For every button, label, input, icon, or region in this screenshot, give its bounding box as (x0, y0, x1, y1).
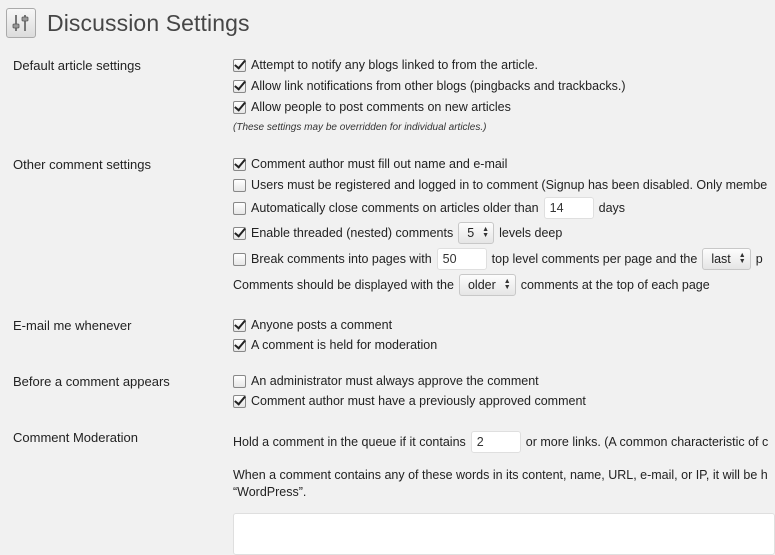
allow-pingbacks-option[interactable] (233, 79, 625, 93)
email-any-comment-option[interactable] (233, 318, 392, 332)
comment-order-value: older (467, 278, 496, 292)
thread-depth-value: 5 (467, 226, 475, 240)
paginate-comments-option[interactable] (233, 248, 763, 270)
auto-close-days-input[interactable] (544, 197, 594, 219)
select-arrows-icon: ▲ ▼ (503, 278, 511, 291)
default-page-select[interactable] (702, 248, 750, 270)
select-arrows-icon: ▲ ▼ (738, 252, 746, 265)
notify-blogs-label: Attempt to notify any blogs linked to from the article. (251, 58, 538, 72)
auto-close-days-suffix: days (598, 201, 626, 215)
registered-only-checkbox[interactable] (233, 179, 246, 192)
previously-approved-label: Comment author must have a previously approved comment (251, 394, 586, 408)
threaded-comments-suffix: levels deep (499, 226, 563, 240)
notify-blogs-option[interactable] (233, 58, 538, 72)
auto-close-checkbox[interactable] (233, 202, 246, 215)
admin-approve-label: An administrator must always approve the comment (251, 374, 539, 388)
paginate-comments-middle: top level comments per page and the (491, 252, 698, 266)
auto-close-option[interactable] (233, 197, 625, 219)
paginate-comments-suffix: p (755, 252, 763, 266)
allow-pingbacks-label: Allow link notifications from other blogs (pingbacks and trackbacks.) (251, 79, 626, 93)
require-name-email-checkbox[interactable] (233, 158, 246, 171)
override-note: (These settings may be overridden for individual articles.) (233, 122, 487, 133)
section-label-email: E-mail me whenever (13, 318, 132, 333)
email-any-comment-label: Anyone posts a comment (251, 318, 393, 332)
settings-sliders-icon (6, 8, 36, 38)
moderation-words-desc-2: “WordPress”. (233, 485, 307, 499)
email-any-comment-checkbox[interactable] (233, 319, 246, 332)
threaded-comments-checkbox[interactable] (233, 227, 246, 240)
moderation-keys-textarea[interactable] (233, 513, 775, 555)
admin-approve-checkbox[interactable] (233, 375, 246, 388)
default-page-value: last (711, 252, 731, 266)
section-label-default-article: Default article settings (13, 58, 141, 73)
comment-order-label: Comments should be displayed with the (233, 278, 454, 292)
comment-order-suffix: comments at the top of each page (520, 278, 710, 292)
threaded-comments-label: Enable threaded (nested) comments (251, 226, 454, 240)
require-name-email-option[interactable] (233, 157, 507, 171)
previously-approved-option[interactable] (233, 394, 586, 408)
select-arrows-icon: ▲ ▼ (482, 226, 490, 239)
email-moderation-label: A comment is held for moderation (251, 338, 438, 352)
page-header (6, 6, 250, 40)
allow-comments-label: Allow people to post comments on new articles (251, 100, 511, 114)
hold-links-label: Hold a comment in the queue if it contains (233, 435, 466, 449)
admin-approve-option[interactable] (233, 374, 539, 388)
allow-comments-option[interactable] (233, 100, 511, 114)
paginate-comments-checkbox[interactable] (233, 253, 246, 266)
moderation-words-desc-1: When a comment contains any of these words in its content, name, URL, e-mail, or IP, it will be h (233, 468, 768, 482)
hold-links-option (233, 431, 768, 453)
registered-only-label: Users must be registered and logged in to comment (Signup has been disabled. Only membe (251, 178, 768, 192)
section-label-other-comment: Other comment settings (13, 157, 151, 172)
section-label-moderation: Comment Moderation (13, 430, 138, 445)
page-title: Discussion Settings (47, 9, 250, 36)
notify-blogs-checkbox[interactable] (233, 59, 246, 72)
previously-approved-checkbox[interactable] (233, 395, 246, 408)
allow-comments-checkbox[interactable] (233, 101, 246, 114)
comments-per-page-input[interactable] (437, 248, 487, 270)
section-label-before-comment: Before a comment appears (13, 374, 170, 389)
paginate-comments-label: Break comments into pages with (251, 252, 432, 266)
threaded-comments-option[interactable] (233, 222, 562, 244)
require-name-email-label: Comment author must fill out name and e-mail (251, 157, 508, 171)
registered-only-option[interactable] (233, 178, 767, 192)
auto-close-label: Automatically close comments on articles older than (251, 201, 539, 215)
email-moderation-option[interactable] (233, 338, 437, 352)
allow-pingbacks-checkbox[interactable] (233, 80, 246, 93)
thread-depth-select[interactable] (458, 222, 494, 244)
hold-links-input[interactable] (471, 431, 521, 453)
comment-order-select[interactable] (459, 274, 516, 296)
comment-order-option (233, 274, 710, 296)
email-moderation-checkbox[interactable] (233, 339, 246, 352)
hold-links-suffix: or more links. (A common characteristic of c (525, 435, 769, 449)
